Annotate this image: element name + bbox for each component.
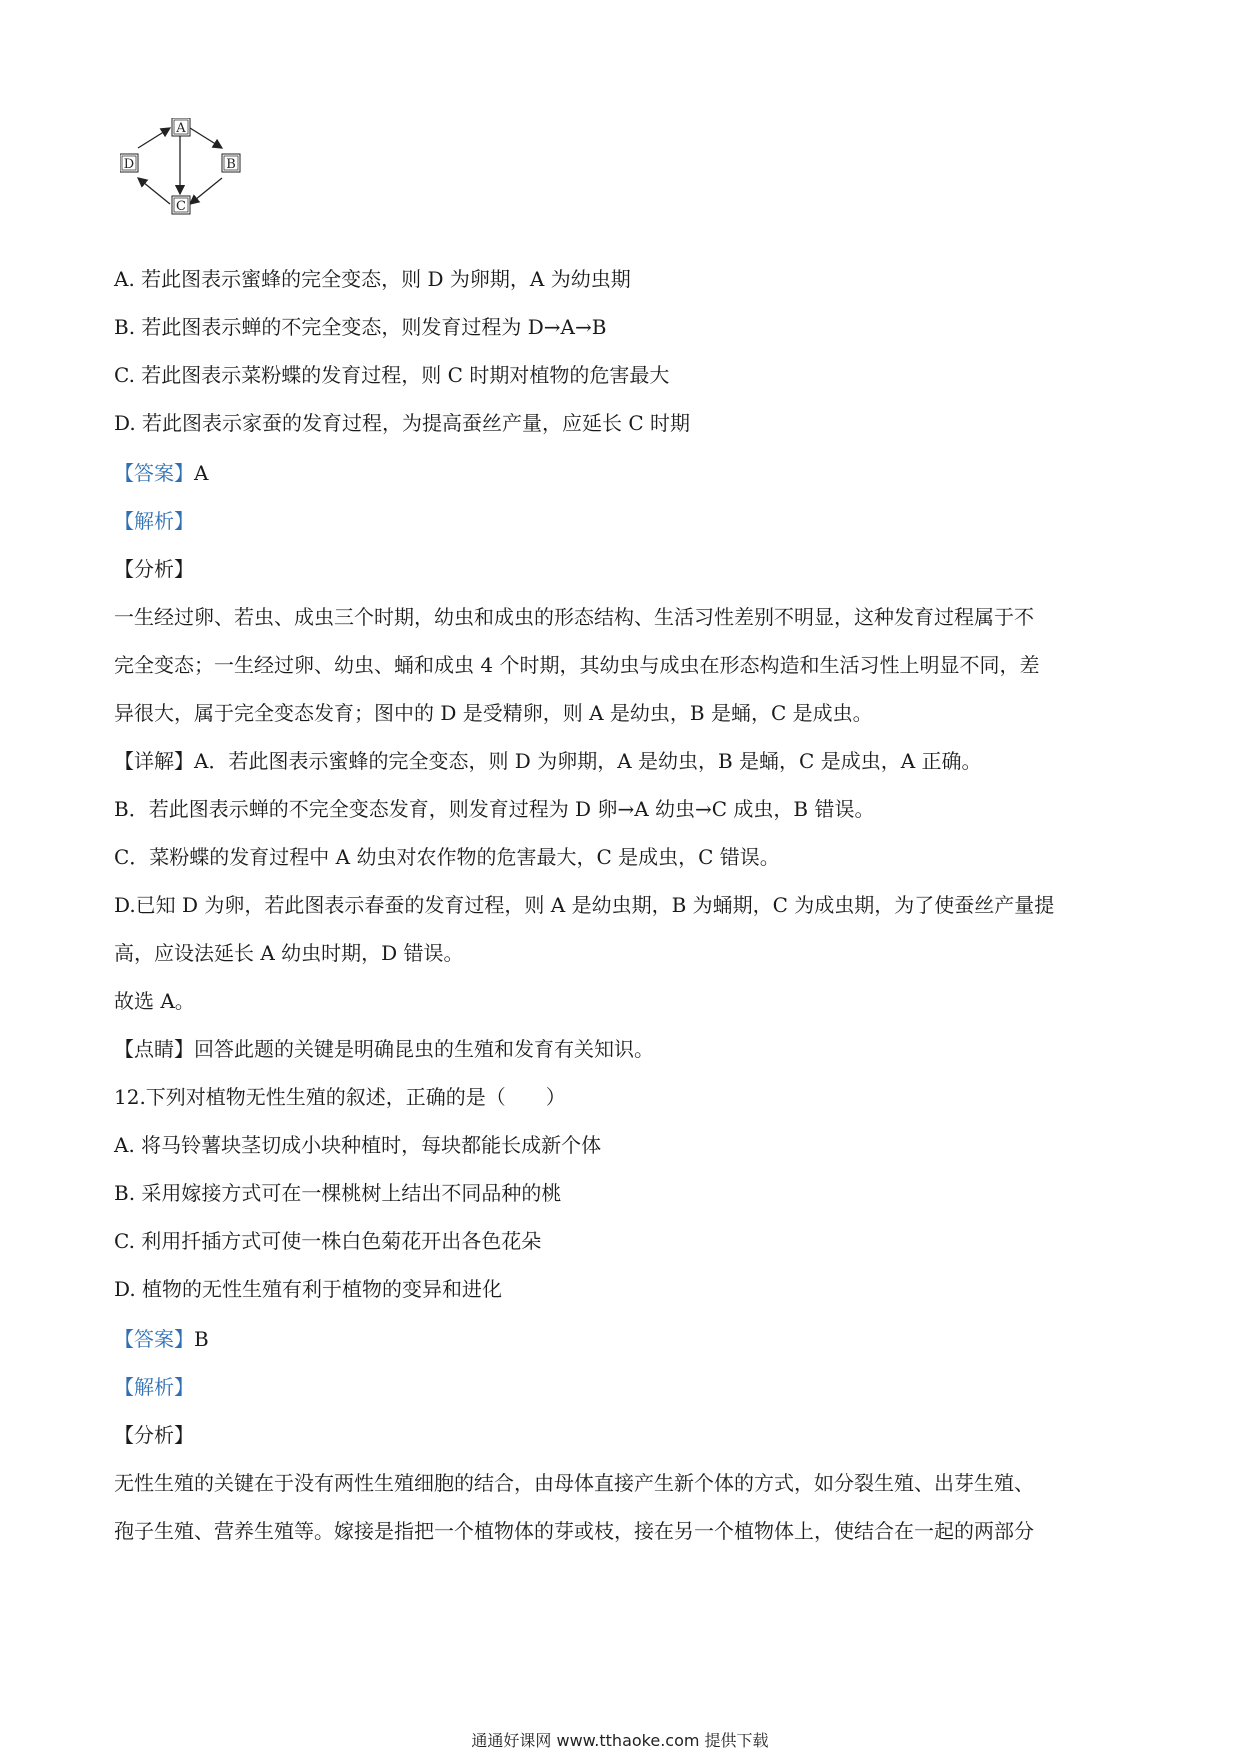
svg-text:D: D <box>123 157 135 172</box>
q11-fenxi-line: 异很大，属于完全变态发育；图中的 D 是受精卵，则 A 是幼虫，B 是蛹，C 是成虫。 <box>114 701 873 725</box>
q11-option-b: B. 若此图表示蝉的不完全变态，则发育过程为 D→A→B <box>114 315 607 339</box>
q12-option-c: C. 利用扦插方式可使一株白色菊花开出各色花朵 <box>114 1229 542 1253</box>
answer-value: B <box>194 1327 209 1351</box>
svg-text:A: A <box>176 121 186 136</box>
answer-value: A <box>194 461 209 485</box>
page-footer: 通通好课网 www.tthaoke.com 提供下载 <box>471 1731 769 1750</box>
q12-fenxi-heading: 【分析】 <box>114 1423 194 1447</box>
q11-conclusion: 故选 A。 <box>114 989 195 1013</box>
node-d <box>120 154 138 172</box>
q12-fenxi-line: 孢子生殖、营养生殖等。嫁接是指把一个植物体的芽或枝，接在另一个植物体上，使结合在一起的两部分 <box>114 1519 1034 1543</box>
q12-stem: 12.下列对植物无性生殖的叙述，正确的是（ ） <box>114 1085 566 1109</box>
answer-tag: 【答案】 <box>114 461 194 485</box>
q11-detail-line: D.已知 D 为卵，若此图表示春蚕的发育过程，则 A 是幼虫期，B 为蛹期，C 为成虫期，为了使蚕丝产量提 <box>114 893 1055 917</box>
q11-detail-line: B．若此图表示蝉的不完全变态发育，则发育过程为 D 卵→A 幼虫→C 成虫，B 错误。 <box>114 797 875 821</box>
q11-option-d: D. 若此图表示家蚕的发育过程，为提高蚕丝产量，应延长 C 时期 <box>114 411 691 435</box>
q12-option-b: B. 采用嫁接方式可在一棵桃树上结出不同品种的桃 <box>114 1181 562 1205</box>
q12-option-d: D. 植物的无性生殖有利于植物的变异和进化 <box>114 1277 503 1301</box>
q11-answer <box>114 460 208 486</box>
svg-text:C: C <box>176 199 186 214</box>
q11-detail-line: C．菜粉蝶的发育过程中 A 幼虫对农作物的危害最大，C 是成虫，C 错误。 <box>114 845 780 869</box>
q11-fenxi-line: 一生经过卵、若虫、成虫三个时期，幼虫和成虫的形态结构、生活习性差别不明显，这种发育过程属于不 <box>114 605 1034 629</box>
node-a <box>172 118 190 136</box>
q11-key-point: 【点睛】回答此题的关键是明确昆虫的生殖和发育有关知识。 <box>114 1037 654 1061</box>
q11-detail-line: 高，应设法延长 A 幼虫时期，D 错误。 <box>114 941 464 965</box>
q12-analysis-tag: 【解析】 <box>114 1375 194 1399</box>
q11-analysis-tag: 【解析】 <box>114 509 194 533</box>
life-cycle-diagram <box>120 118 280 238</box>
q11-option-a: A. 若此图表示蜜蜂的完全变态，则 D 为卵期，A 为幼虫期 <box>114 267 631 291</box>
q11-detail-line: 【详解】A．若此图表示蜜蜂的完全变态，则 D 为卵期，A 是幼虫，B 是蛹，C 是成虫，A 正确。 <box>114 749 982 773</box>
arrow-a-to-b <box>190 128 222 148</box>
q11-fenxi-line: 完全变态；一生经过卵、幼虫、蛹和成虫 4 个时期，其幼虫与成虫在形态构造和生活习性上明显不同，差 <box>114 653 1040 677</box>
arrow-d-to-a <box>138 128 170 148</box>
answer-tag: 【答案】 <box>114 1327 194 1351</box>
arrow-b-to-c <box>190 178 222 204</box>
q12-option-a: A. 将马铃薯块茎切成小块种植时，每块都能长成新个体 <box>114 1133 602 1157</box>
q12-answer <box>114 1326 209 1352</box>
node-c <box>172 196 190 214</box>
q11-option-c: C. 若此图表示菜粉蝶的发育过程，则 C 时期对植物的危害最大 <box>114 363 670 387</box>
svg-text:B: B <box>226 157 236 172</box>
node-b <box>222 154 240 172</box>
q12-fenxi-line: 无性生殖的关键在于没有两性生殖细胞的结合，由母体直接产生新个体的方式，如分裂生殖、出芽生殖、 <box>114 1471 1034 1495</box>
q11-fenxi-heading: 【分析】 <box>114 557 194 581</box>
arrow-c-to-d <box>138 178 170 204</box>
